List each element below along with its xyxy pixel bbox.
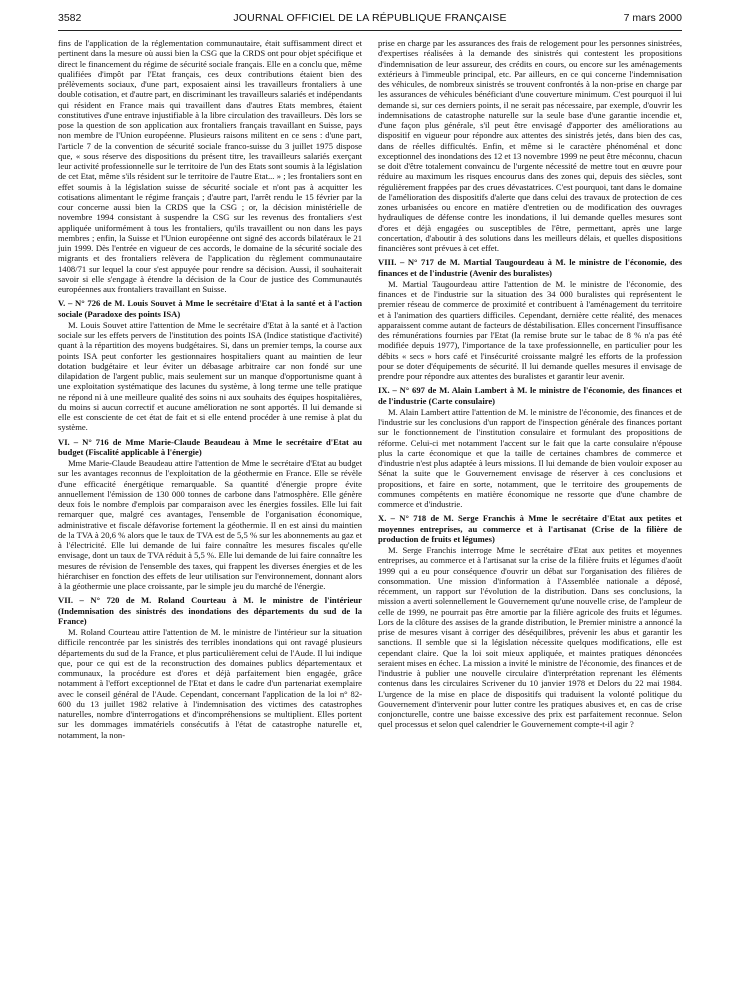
question-716-title: VI. – N° 716 de Mme Marie-Claude Beaudeau à Mme le secrétaire d'Etat au budget (Fiscalité applicable à l'énergie) (58, 436, 362, 457)
question-726-text: M. Louis Souvet attire l'attention de Mme le secrétaire d'Etat à la santé et à l'action sociale sur les effets pervers de l'institution des points ISA (Indice statistique d'activité) quant à la répartition des moyens budgétaires. Si, dans un premier temps, la course aux points ISA peut conforter les gestionnaires hospitaliers quant au maintien de leur dotation budgétaire et leur éviter un débasage arbitraire car non fondé sur une dilapidation de l'argent public, mais seulement sur un manque d'opportunisme quant à une exploitation systématique des lacunes du système, à long terme une telle pratique ne répond ni à une meilleure qualité des soins ni aux souhaits des équipes hospitalières, du moins si aucun correctif et aucune amélioration ne sont apportés. Il lui demande si elle est consciente de cet état de fait et si elle entend procéder à une remise à plat du système. (58, 319, 362, 433)
question-720-text: M. Roland Courteau attire l'attention de M. le ministre de l'intérieur sur la situation difficile rencontrée par les sinistrés des terribles inondations qui ont ravagé plusieurs départements du sud de la France, et plus particulièrement celui de l'Aude. Il lui indique que, pour ce qui est de la reconstruction des domaines publics départementaux et communaux, la procédure est d'ores et déjà parfaitement bien engagée, grâce notamment à l'effort exceptionnel de l'Etat et dans le cadre d'un partenariat exemplaire avec le conseil général de l'Aude. Cependant, concernant l'application de la loi n° 82-600 du 13 juillet 1982 relative à l'indemnisation des victimes des catastrophes naturelles, nombre d'interrogations et d'incompréhensions se multiplient. Elles portent sur les dommages immatériels consécutifs à l'état de catastrophe naturelle et, notamment, la non- (58, 627, 362, 740)
question-697-text: M. Alain Lambert attire l'attention de M. le ministre de l'économie, des finances et de l'industrie sur les conclusions d'un rapport de l'inspection générale des finances portant sur le fonctionnement de l'institution consulaire et formulant des propositions de réforme. Celui-ci met notamment l'accent sur le fait que la carte consulaire n'épouse plus la carte économique et que la taille de certaines chambres de commerce et d'industrie n'est plus adaptée à leurs missions. Il lui demande de bien vouloir exposer au Sénat la suite que le Gouvernement envisage de réserver à ces conclusions et propositions, et faire en sorte, notamment, que le territoire des groupements de communes compétents en matière économique ne ressorte que d'une chambre de commerce et d'industrie. (378, 406, 682, 509)
continued-paragraph: fins de l'application de la réglementation communautaire, était suffisamment direct et pertinent dans la mesure où aussi bien la CSG que la CRDS ont pour objet spécifique et direct le financement du régime de sécurité sociale français. Elle en a conclu que, même qualifiées d'impôt par l'Etat français, ces deux contributions étaient bien des prélèvements sociaux, d'une part, exposaient ainsi les travailleurs frontaliers à une double cotisation, et d'autre part, en discriminant les travailleurs salariés et indépendants qui résident en France mais qui travaillent dans d'autres Etats membres, étaient constitutives d'une entrave injustifiable à la libre circulation des travailleurs. Dès lors se pose la question de son application aux frontaliers français travaillant en Suisse, pays non membre de l'Union européenne. Plusieurs raisons militent en ce sens : d'une part, l'article 7 de la convention de sécurité sociale franco-suisse du 3 juillet 1975 dispose que, « sous réserve des dispositions du présent titre, les travailleurs salariés exerçant leur activité professionnelle sur le territoire de l'un des Etats sont soumis à la législation de cet Etat, même s'ils résident sur le territoire de l'autre Etat... » ; les frontaliers sont en effet soumis à la législation suisse de sécurité sociale et n'ont pas à acquitter les cotisations alimentant le régime français ; d'autre part, l'arrêt rendu le 15 février par la cour concerne aussi bien la CRDS que la CSG ; or, la décision ministérielle de novembre 1994 consistant à suspendre la CSG sur les revenus des frontaliers s'est appliquée uniformément à tous les frontaliers, qu'ils travaillent ou non dans les pays membres ; enfin, la Suisse et l'Union européenne ont signé des accords bilatéraux le 21 juin 1999. Dès l'entrée en vigueur de ces accords, le domaine de la sécurité sociale des migrants et des frontaliers relèvera de l'application du règlement communautaire 1408/71 sur lequel la cour s'est appuyée pour rendre sa décision. Aussi, il souhaiterait savoir si elle s'engage à étendre la décision de la Cour de justice des Communautés européennes aux frontaliers travaillant en Suisse. (58, 38, 362, 294)
left-column (58, 38, 362, 740)
question-718-text: M. Serge Franchis interroge Mme le secrétaire d'Etat aux petites et moyennes entreprises, au commerce et à l'artisanat sur la crise de la filière fruits et légumes d'août 1999 qui a eu pour conséquence d'ouvrir un débat sur l'organisation des filières de consommation. Une mission d'information à l'Assemblée nationale a déposé, récemment, un rapport sur l'évolution de la distribution. Dans ses conclusions, la mission a averti solennellement le Gouvernement qu'une nouvelle crise, de l'ampleur de celle de 1999, ne pourrait pas être amortie par la filière agricole des fruits et légumes. Lors de la clôture des assises de la grande distribution, le Premier ministre a annoncé la prise de mesures visant à corriger des déséquilibres, prévenir les abus et garantir les sanctions. Il semble que si la législation nécessite quelques modifications, elle est cependant claire. Que la loi soit mieux appliquée, et maintes pratiques dénoncées seraient mises en échec. La mission a invité le ministre de l'économie, des finances et de l'industrie à publier une nouvelle circulaire d'interprétation reprenant les éléments contenus dans les circulaires Scrivener du 10 janvier 1978 et Delors du 22 mai 1984. L'urgence de la mise en place de dispositifs qui traduisent la volonté politique du Gouvernement d'intervenir pour lutter contre les pratiques abusives et, en cas de crise conjoncturelle, contre une baisse excessive des prix est parfaitement reconnue. Selon quel processus et selon quel calendrier le Gouvernement compte-t-il agir ? (378, 545, 682, 730)
journal-title: JOURNAL OFFICIEL DE LA RÉPUBLIQUE FRANÇAISE (233, 12, 507, 24)
question-716-text: Mme Marie-Claude Beaudeau attire l'attention de Mme le secrétaire d'Etat au budget sur les avantages reconnus de l'exploitation de la géothermie en France. Elle se révèle d'une efficacité énergétique remarquable. Sa quantité d'énergie propre évite annuellement l'émission de 130 000 tonnes de carbone dans l'atmosphère. Elle génère deux fois le nombre d'emplois par comparaison avec les énergies fossiles. Elle lui fait remarquer que, malgré ces avantages, l'ensemble de l'organisation économique, administrative et fiscale défavorise fortement la géothermie. Il en est ainsi du maintien de la TVA à 20,6 % alors que le taux de TVA est de 5,5 % sur les abonnements au gaz et à l'électricité. Elle lui demande de lui faire connaître les mesures fiscales qu'elle envisage, dont un taux de TVA réduit à 5,5 %. Elle lui demande de lui faire connaître les mesures de révision de l'ensemble des taxes, qui frappent les diverses énergies et de les hiérarchiser en fonction des effets de leur utilisation sur l'environnement, donnant alors à la géothermie une place croissante, par le simple jeu du marché de l'énergie. (58, 458, 362, 591)
question-726-title: V. – N° 726 de M. Louis Souvet à Mme le secrétaire d'Etat à la santé et à l'action sociale (Paradoxe des points ISA) (58, 298, 362, 319)
issue-date: 7 mars 2000 (623, 12, 682, 24)
header-rule (58, 30, 682, 31)
question-720-title: VII. – N° 720 de M. Roland Courteau à M. le ministre de l'intérieur (Indemnisation des sinistrés des inondations des départements du sud de la France) (58, 595, 362, 626)
question-717-title: VIII. – N° 717 de M. Martial Taugourdeau à M. le ministre de l'économie, des finances et de l'industrie (Avenir des buralistes) (378, 257, 682, 278)
question-718-title: X. – N° 718 de M. Serge Franchis à Mme le secrétaire d'Etat aux petites et moyennes entreprises, au commerce et à l'artisanat (Crise de la filière de production de fruits et légumes) (378, 513, 682, 544)
continued-paragraph: prise en charge par les assurances des frais de relogement pour les personnes sinistrées, d'expertises réalisées à la demande des sinistrés qui contestent les propositions d'indemnisation de leur assureur, des crédits en cours, ou encore sur les aménagements extérieurs à l'immeuble principal, etc. Par ailleurs, en ce qui concerne l'indemnisation des véhicules, de nombreux sinistrés se trouvent confrontés à la non-prise en charge par les assurances de véhicules bénéficiant d'une couverture minimum. C'est pourquoi il lui demande si, sur ces derniers points, il ne serait pas nécessaire, par exemple, d'ouvrir les indemnisations de catastrophe naturelle sur la seule base d'une garantie incendie et, d'une façon plus générale, s'il peut être envisagé d'apporter des améliorations au dispositif en vigueur pour répondre aux attentes des sinistrés jetés, dans bien des cas, dans de réelles difficultés. Enfin, et même si le caractère phénoménal et donc exceptionnel des inondations des 12 et 13 novembre 1999 ne peut être méconnu, chacun se doit d'être totalement convaincu de l'urgente nécessité de mettre tout en œuvre pour réduire au maximum les risques encourus dans des zones qui, depuis des siècles, sont régulièrement frappées par des crues dévastatrices. C'est pourquoi, tant dans le domaine de l'amélioration des dispositifs d'alerte que dans celui des travaux de protection de ces zones urbanisées ou encore en matière d'entretien ou de modification des ouvrages hydrauliques de défense contre les inondations, il lui demande quelles mesures sont d'ores et déjà engagées ou susceptibles de l'être, permettant, après une large concertation, d'aboutir à des solutions dans les meilleurs délais, et quelles dispositions financières sont prévues à cet effet. (378, 38, 682, 253)
page-number: 3582 (58, 12, 82, 24)
question-717-text: M. Martial Taugourdeau attire l'attention de M. le ministre de l'économie, des finances et de l'industrie sur la situation des 34 000 buralistes qui représentent le premier réseau de commerce de proximité et contribuent à l'aménagement du territoire et à l'animation des quartiers difficiles. Cependant, dernière cette réalité, des menaces apparaissent comme autant de facteurs de déstabilisation. Elles concernent l'insuffisance des rémunérations fournies par l'Etat (la remise brute sur le tabac de 8 % n'a pas été modifiée depuis 1977), l'importance de la taxe professionnelle, en particulier pour les débits « secs » hors café et l'insécurité croissante malgré les efforts de la profession pour se doter d'équipements de sécurité. Il lui demande quelles mesures il envisage de prendre pour répondre aux attentes des buralistes et garantir leur avenir. (378, 278, 682, 381)
page-header (58, 12, 682, 28)
right-column (378, 38, 682, 730)
question-697-title: IX. – N° 697 de M. Alain Lambert à M. le ministre de l'économie, des finances et de l'industrie (Carte consulaire) (378, 385, 682, 406)
